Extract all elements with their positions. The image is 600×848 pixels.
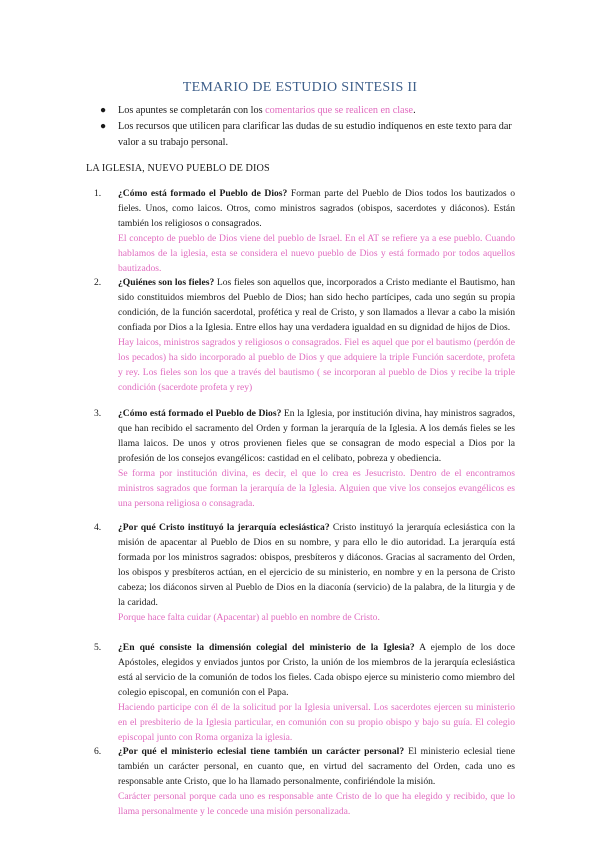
question-body: Los fieles son aquellos que, incorporados a Cristo mediante el Bautismo, han sido constituidos miembros del Pueblo de Dios; han sido hecho partícipes, cada uno según su propia condición, de la función sacerdotal, profética y real de Cristo, y son llamados a llevar a cabo la misión confiada por Dios a la Iglesia. Entre ellos hay una verdadera igualdad en su dignidad de hijos de Dios.: [118, 277, 515, 333]
question-body: Forman parte del Pueblo de Dios todos los bautizados o fieles. Unos, como laicos. Otros, como ministros sagrados (obispos, sacerdotes y diáconos). Están también los religiosos o consagrados.: [118, 188, 515, 229]
question-body: El ministerio eclesial tiene también un carácter personal, en cuanto que, en virtud del sacramento del Orden, cada uno es responsable ante Cristo, que lo ha llamado personalmente, confiriéndole la misión.: [118, 746, 515, 787]
question-number: 5.: [94, 642, 102, 653]
question-item: [94, 744, 515, 819]
question-number: 3.: [94, 408, 102, 419]
bullet-item: [100, 103, 520, 119]
question-title: ¿Por qué el ministerio eclesial tiene también un carácter personal?: [118, 746, 405, 757]
question-item: [94, 640, 515, 745]
bullet-text: Los apuntes se completarán con los: [118, 105, 266, 116]
bullet-item: [100, 119, 520, 151]
bullet-dot-icon: ●: [100, 105, 107, 116]
question-title: ¿Cómo está formado el Pueblo de Dios?: [118, 408, 282, 419]
bullet-list: [100, 103, 520, 151]
question-item: [94, 520, 515, 625]
bullet-dot-icon: ●: [100, 121, 107, 132]
question-body: Cristo instituyó la jerarquía eclesiástica con la misión de apacentar al Pueblo de Dios en su nombre, y para ello le dio autoridad. La jerarquía está formada por los ministros sagrados: obispos, presbíteros y diáconos. Gracias al sacramento del Orden, los obispos y presbíteros actúan, en el ejercicio de su ministerio, en nombre y en la persona de Cristo cabeza; los diáconos sirven al Pueblo de Dios en la diaconía (servicio) de la palabra, de la liturgia y de la caridad.: [118, 522, 515, 608]
question-note: El concepto de pueblo de Dios viene del pueblo de Israel. En el AT se refiere ya a ese pueblo. Cuando hablamos de la iglesia, esta se considera el nuevo pueblo de Dios y está formado por todos aquellos bautizados.: [118, 233, 515, 274]
question-note: Hay laicos, ministros sagrados y religiosos o consagrados. Fiel es aquel que por el bautismo (perdón de los pecados) ha sido incorporado al pueblo de Dios y que adquiere la triple Función sacerdote, profeta y rey. Los fieles son los que a través del bautismo ( se incorporan al pueblo de Dios y recibe la triple condición (sacerdote profeta y rey): [118, 337, 515, 393]
question-number: 4.: [94, 522, 102, 533]
question-note: Haciendo participe con él de la solicitud por la Iglesia universal. Los sacerdotes ejercen su ministerio en el presbiterio de la Iglesia particular, en comunión con su propio obispo y bajo su guía. El colegio episcopal junto con Roma organiza la iglesia.: [118, 702, 515, 743]
question-body: A ejemplo de los doce Apóstoles, elegidos y enviados juntos por Cristo, la unión de los miembros de la jerarquía eclesiástica está al servicio de la comunión de todos los fieles. Cada obispo ejerce su ministerio como miembro del colegio episcopal, en comunión con el Papa.: [118, 642, 515, 698]
bullet-text: Los recursos que utilicen para clarificar las dudas de su estudio indíquenos en este texto para dar valor a su trabajo personal.: [118, 121, 512, 148]
question-item: [94, 275, 515, 395]
question-note: Se forma por institución divina, es decir, el que lo crea es Jesucristo. Dentro de el encontramos ministros sagrados que forman la jerarquía de la Iglesia. Alguien que vive los consejos evangélicos es una persona religiosa o consagrada.: [118, 468, 515, 509]
question-item: [94, 186, 515, 276]
question-title: ¿En qué consiste la dimensión colegial del ministerio de la Iglesia?: [118, 642, 415, 653]
question-note: Porque hace falta cuidar (Apacentar) al pueblo en nombre de Cristo.: [118, 612, 380, 623]
question-title: ¿Quiénes son los fieles?: [118, 277, 215, 288]
bullet-highlight: comentarios que se realicen en clase: [265, 105, 414, 116]
question-number: 2.: [94, 277, 102, 288]
question-item: [94, 406, 515, 511]
question-title: ¿Cómo está formado el Pueblo de Dios?: [118, 188, 288, 199]
page-title: TEMARIO DE ESTUDIO SINTESIS II: [182, 80, 418, 95]
bullet-end: .: [413, 105, 416, 116]
question-note: Carácter personal porque cada uno es responsable ante Cristo de lo que ha elegido y recibido, que lo llama personalmente y le concede una misión personalizada.: [118, 791, 515, 817]
question-number: 6.: [94, 746, 102, 757]
section-heading: LA IGLESIA, NUEVO PUEBLO DE DIOS: [86, 163, 270, 174]
question-title: ¿Por qué Cristo instituyó la jerarquía eclesiástica?: [118, 522, 330, 533]
question-body: En la Iglesia, por institución divina, hay ministros sagrados, que han recibido el sacramento del Orden y forman la jerarquía de la Iglesia. A los demás fieles se les llama laicos. De unos y otros provienen fieles que se consagran de modo especial a Dios por la profesión de los consejos evangélicos: castidad en el celibato, pobreza y obediencia.: [118, 408, 515, 464]
question-number: 1.: [94, 188, 102, 199]
